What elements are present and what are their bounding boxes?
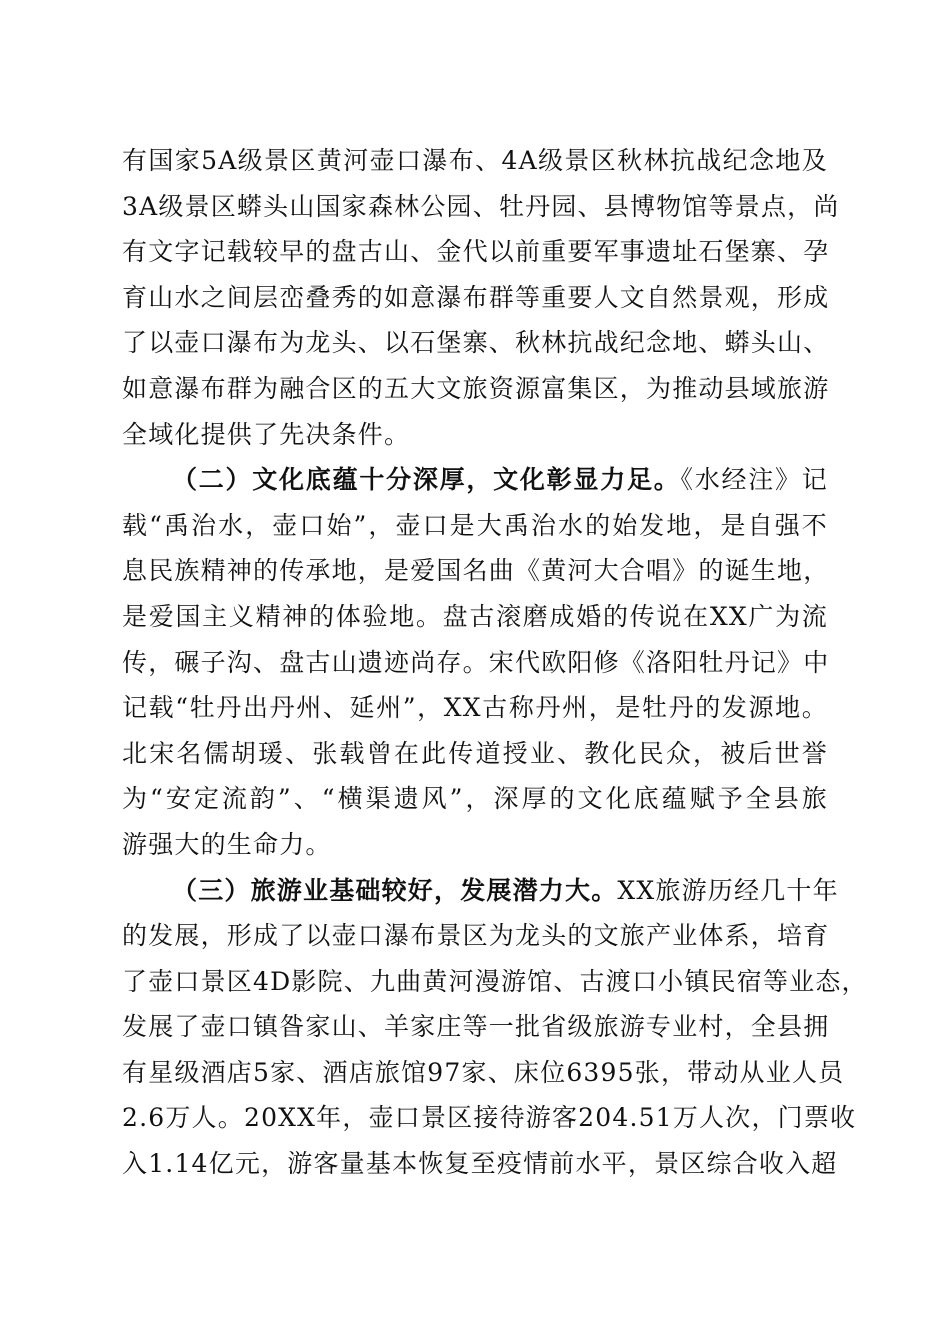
text-span: XX旅游历经几十年 (617, 875, 839, 905)
text-line: 是爱国主义精神的体验地。盘古滚磨成婚的传说在XX广为流 (122, 601, 828, 631)
text-line: 载“禹治水，壶口始”，壶口是大禹治水的始发地，是自强不 (122, 510, 828, 540)
paragraph-scenic-resources (122, 138, 840, 457)
paragraph-tourism-industry (122, 868, 868, 1187)
text-line: 有文字记载较早的盘古山、金代以前重要军事遗址石堡寨、孕 (122, 237, 830, 267)
paragraph-first-line (122, 868, 839, 914)
text-line: 育山水之间层峦叠秀的如意瀑布群等重要人文自然景观，形成 (122, 282, 830, 312)
text-line: 2.6万人。20XX年，壶口景区接待游客204.51万人次，门票收 (122, 1103, 857, 1133)
text-line: 为“安定流韵”、“横渠遗风”，深厚的文化底蕴赋予全县旅 (122, 784, 828, 814)
section-heading: （二）文化底蕴十分深厚，文化彰显力足。 (172, 465, 681, 495)
paragraph-first-line (122, 457, 828, 503)
text-line: 发展了壶口镇昝家山、羊家庄等一批省级旅游专业村，全县拥 (122, 1012, 830, 1042)
document-body (122, 138, 868, 1187)
text-line: 的发展，形成了以壶口瀑布景区为龙头的文旅产业体系，培育 (122, 921, 830, 951)
section-heading: （三）旅游业基础较好，发展潜力大。 (172, 875, 618, 905)
text-line: 有国家5A级景区黄河壶口瀑布、4A级景区秋林抗战纪念地及 (122, 146, 828, 175)
text-span: 《水经注》记 (680, 465, 828, 495)
text-line: 记载“牡丹出丹州、延州”，XX古称丹州，是牡丹的发源地。 (122, 693, 828, 723)
text-line: 了壶口景区4D影院、九曲黄河漫游馆、古渡口小镇民宿等业态， (122, 966, 868, 996)
text-line: 如意瀑布群为融合区的五大文旅资源富集区，为推动县域旅游 (122, 373, 830, 403)
text-line: 传，碾子沟、盘古山遗迹尚存。宋代欧阳修《洛阳牡丹记》中 (122, 647, 830, 677)
paragraph-cultural-heritage (122, 457, 828, 867)
text-line: 了以壶口瀑布为龙头、以石堡寨、秋林抗战纪念地、蟒头山、 (122, 328, 830, 358)
text-line: 入1.14亿元，游客量基本恢复至疫情前水平，景区综合收入超 (122, 1149, 838, 1179)
text-line: 有星级酒店5家、酒店旅馆97家、床位6395张，带动从业人员 (122, 1057, 845, 1087)
text-line: 游强大的生命力。 (122, 829, 332, 859)
text-line: 息民族精神的传承地，是爱国名曲《黄河大合唱》的诞生地， (122, 556, 830, 586)
text-line: 北宋名儒胡瑗、张载曾在此传道授业、教化民众，被后世誉 (122, 738, 828, 768)
text-line: 全域化提供了先决条件。 (122, 419, 411, 449)
text-line: 3A级景区蟒头山国家森林公园、牡丹园、县博物馆等景点，尚 (122, 191, 840, 221)
